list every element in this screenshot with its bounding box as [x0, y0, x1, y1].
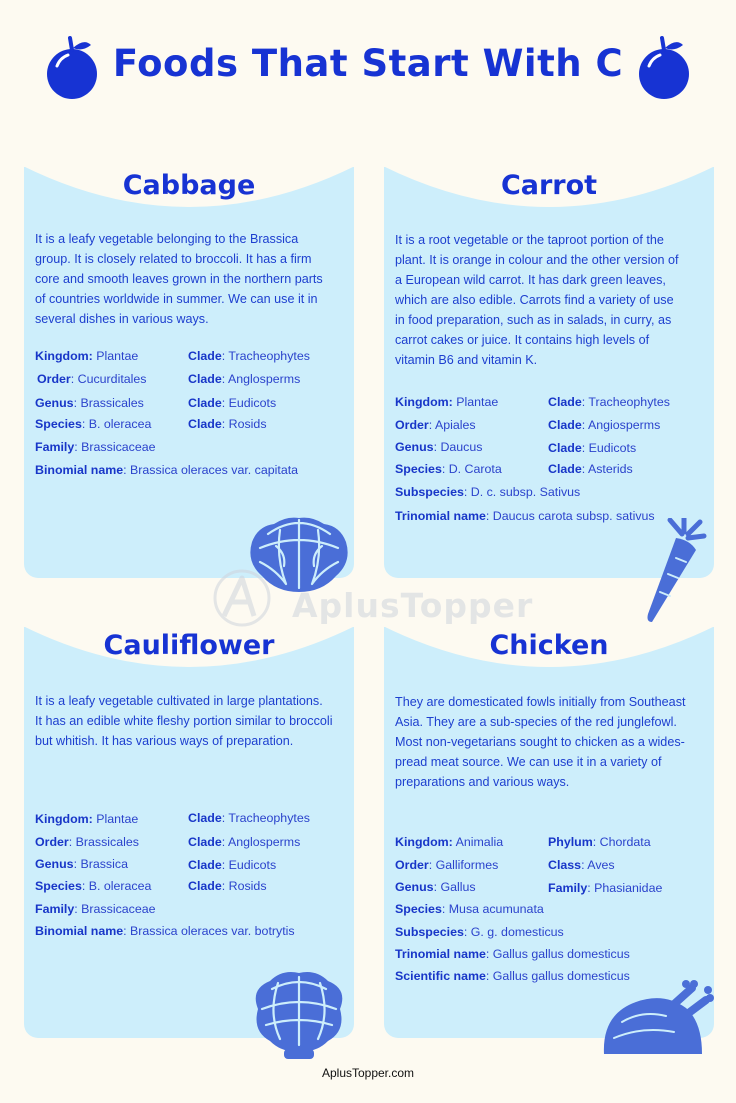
fact-binomial-name: Binomial name: Brassica oleraces var. capitata: [35, 463, 299, 477]
orange-fruit-icon-right: [636, 36, 692, 102]
food-card-chicken: [384, 627, 714, 1038]
fact-clade: Clade: Tracheophytes: [188, 349, 310, 363]
page-title: Foods That Start With C: [112, 42, 624, 85]
fact-species: Species: B. oleracea: [35, 417, 152, 431]
card-description: It is a root vegetable or the taproot portion of the plant. It is orange in colour and the other version of a European wild carrot. It has dark green leaves, which are also edible. Carrots find a variety of use in food preparation, such as in salads, in curry, as carrot cakes or juice. It contains high levels of vitamin B6 and vitamin K.: [395, 233, 679, 367]
fact-phylum: Phylum: Chordata: [548, 835, 651, 849]
card-description: It is a leafy vegetable belonging to the Brassica group. It is closely related to broccoli. It has a firm core and smooth leaves grown in the northern parts of countries worldwide in summer. We can use it in several dishes in various ways.: [35, 232, 323, 326]
fact-kingdom: Kingdom: Plantae: [35, 349, 139, 363]
fact-kingdom: Kingdom: Plantae: [35, 812, 139, 826]
fact-kingdom: Kingdom: Plantae: [395, 395, 499, 409]
card-description: It is a leafy vegetable cultivated in large plantations. It has an edible white fleshy portion similar to broccoli but whitish. It has various ways of preparation.: [35, 694, 333, 748]
fact-clade: Clade: Eudicots: [188, 396, 277, 410]
fact-species: Species: B. oleracea: [35, 879, 152, 893]
fact-clade: Clade: Asterids: [548, 462, 633, 476]
fact-family: Family: Phasianidae: [548, 881, 663, 895]
fact-clade: Clade: Rosids: [188, 879, 267, 893]
card-title: Cauliflower: [103, 630, 275, 661]
watermark-text: AplusTopper: [292, 586, 534, 625]
fact-genus: Genus: Brassicales: [35, 396, 144, 410]
fact-clade: Clade: Angiosperms: [548, 418, 661, 432]
fact-scientific-name: Scientific name: Gallus gallus domesticus: [395, 969, 630, 983]
fact-order: Order: Cucurditales: [37, 372, 147, 386]
fact-clade: Clade: Tracheophytes: [188, 811, 310, 825]
card-title: Chicken: [489, 630, 609, 661]
card-title: Cabbage: [122, 170, 256, 201]
fact-subspecies: Subspecies: G. g. domesticus: [395, 925, 564, 939]
fact-family: Family: Brassicaceae: [35, 902, 156, 916]
fact-species: Species: Musa acumunata: [395, 902, 544, 916]
fact-species: Species: D. Carota: [395, 462, 502, 476]
carrot-icon: [640, 518, 708, 624]
fact-genus: Genus: Gallus: [395, 880, 476, 894]
fact-order: Order: Galliformes: [395, 858, 499, 872]
fact-genus: Genus: Brassica: [35, 857, 128, 871]
footer-site-link[interactable]: AplusTopper.com: [321, 1066, 415, 1080]
fact-genus: Genus: Daucus: [395, 440, 483, 454]
fact-order: Order: Apiales: [395, 418, 476, 432]
aplus-logo-icon: [210, 568, 280, 628]
fact-clade: Clade: Eudicots: [548, 441, 637, 455]
fact-class: Class: Aves: [548, 858, 615, 872]
fact-order: Order: Brassicales: [35, 835, 139, 849]
fact-subspecies: Subspecies: D. c. subsp. Sativus: [395, 485, 581, 499]
fact-clade: Clade: Eudicots: [188, 858, 277, 872]
card-description: They are domesticated fowls initially from Southeast Asia. They are a sub-species of the red junglefowl. Most non-vegetarians sought to chicken as a wides- pread meat source. We can use it in a variety of preparations and various ways.: [395, 695, 686, 789]
fact-family: Family: Brassicaceae: [35, 440, 156, 454]
roast-chicken-icon: [602, 978, 716, 1056]
orange-fruit-icon: [44, 36, 100, 102]
food-card-carrot: [384, 167, 714, 578]
card-title: Carrot: [500, 170, 598, 201]
watermark: [210, 568, 534, 628]
fact-trinomial-name: Trinomial name: Gallus gallus domesticus: [395, 947, 630, 961]
fact-binomial-name: Binomial name: Brassica oleraces var. botrytis: [35, 924, 295, 938]
fact-clade: Clade: Rosids: [188, 417, 267, 431]
fact-clade: Clade: Anglosperms: [188, 372, 301, 386]
fact-kingdom: Kingdom: Animalia: [395, 835, 504, 849]
fact-trinomial-name: Trinomial name: Daucus carota subsp. sativus: [395, 509, 655, 523]
cauliflower-icon: [248, 969, 350, 1061]
fact-clade: Clade: Anglosperms: [188, 835, 301, 849]
fact-clade: Clade: Tracheophytes: [548, 395, 670, 409]
